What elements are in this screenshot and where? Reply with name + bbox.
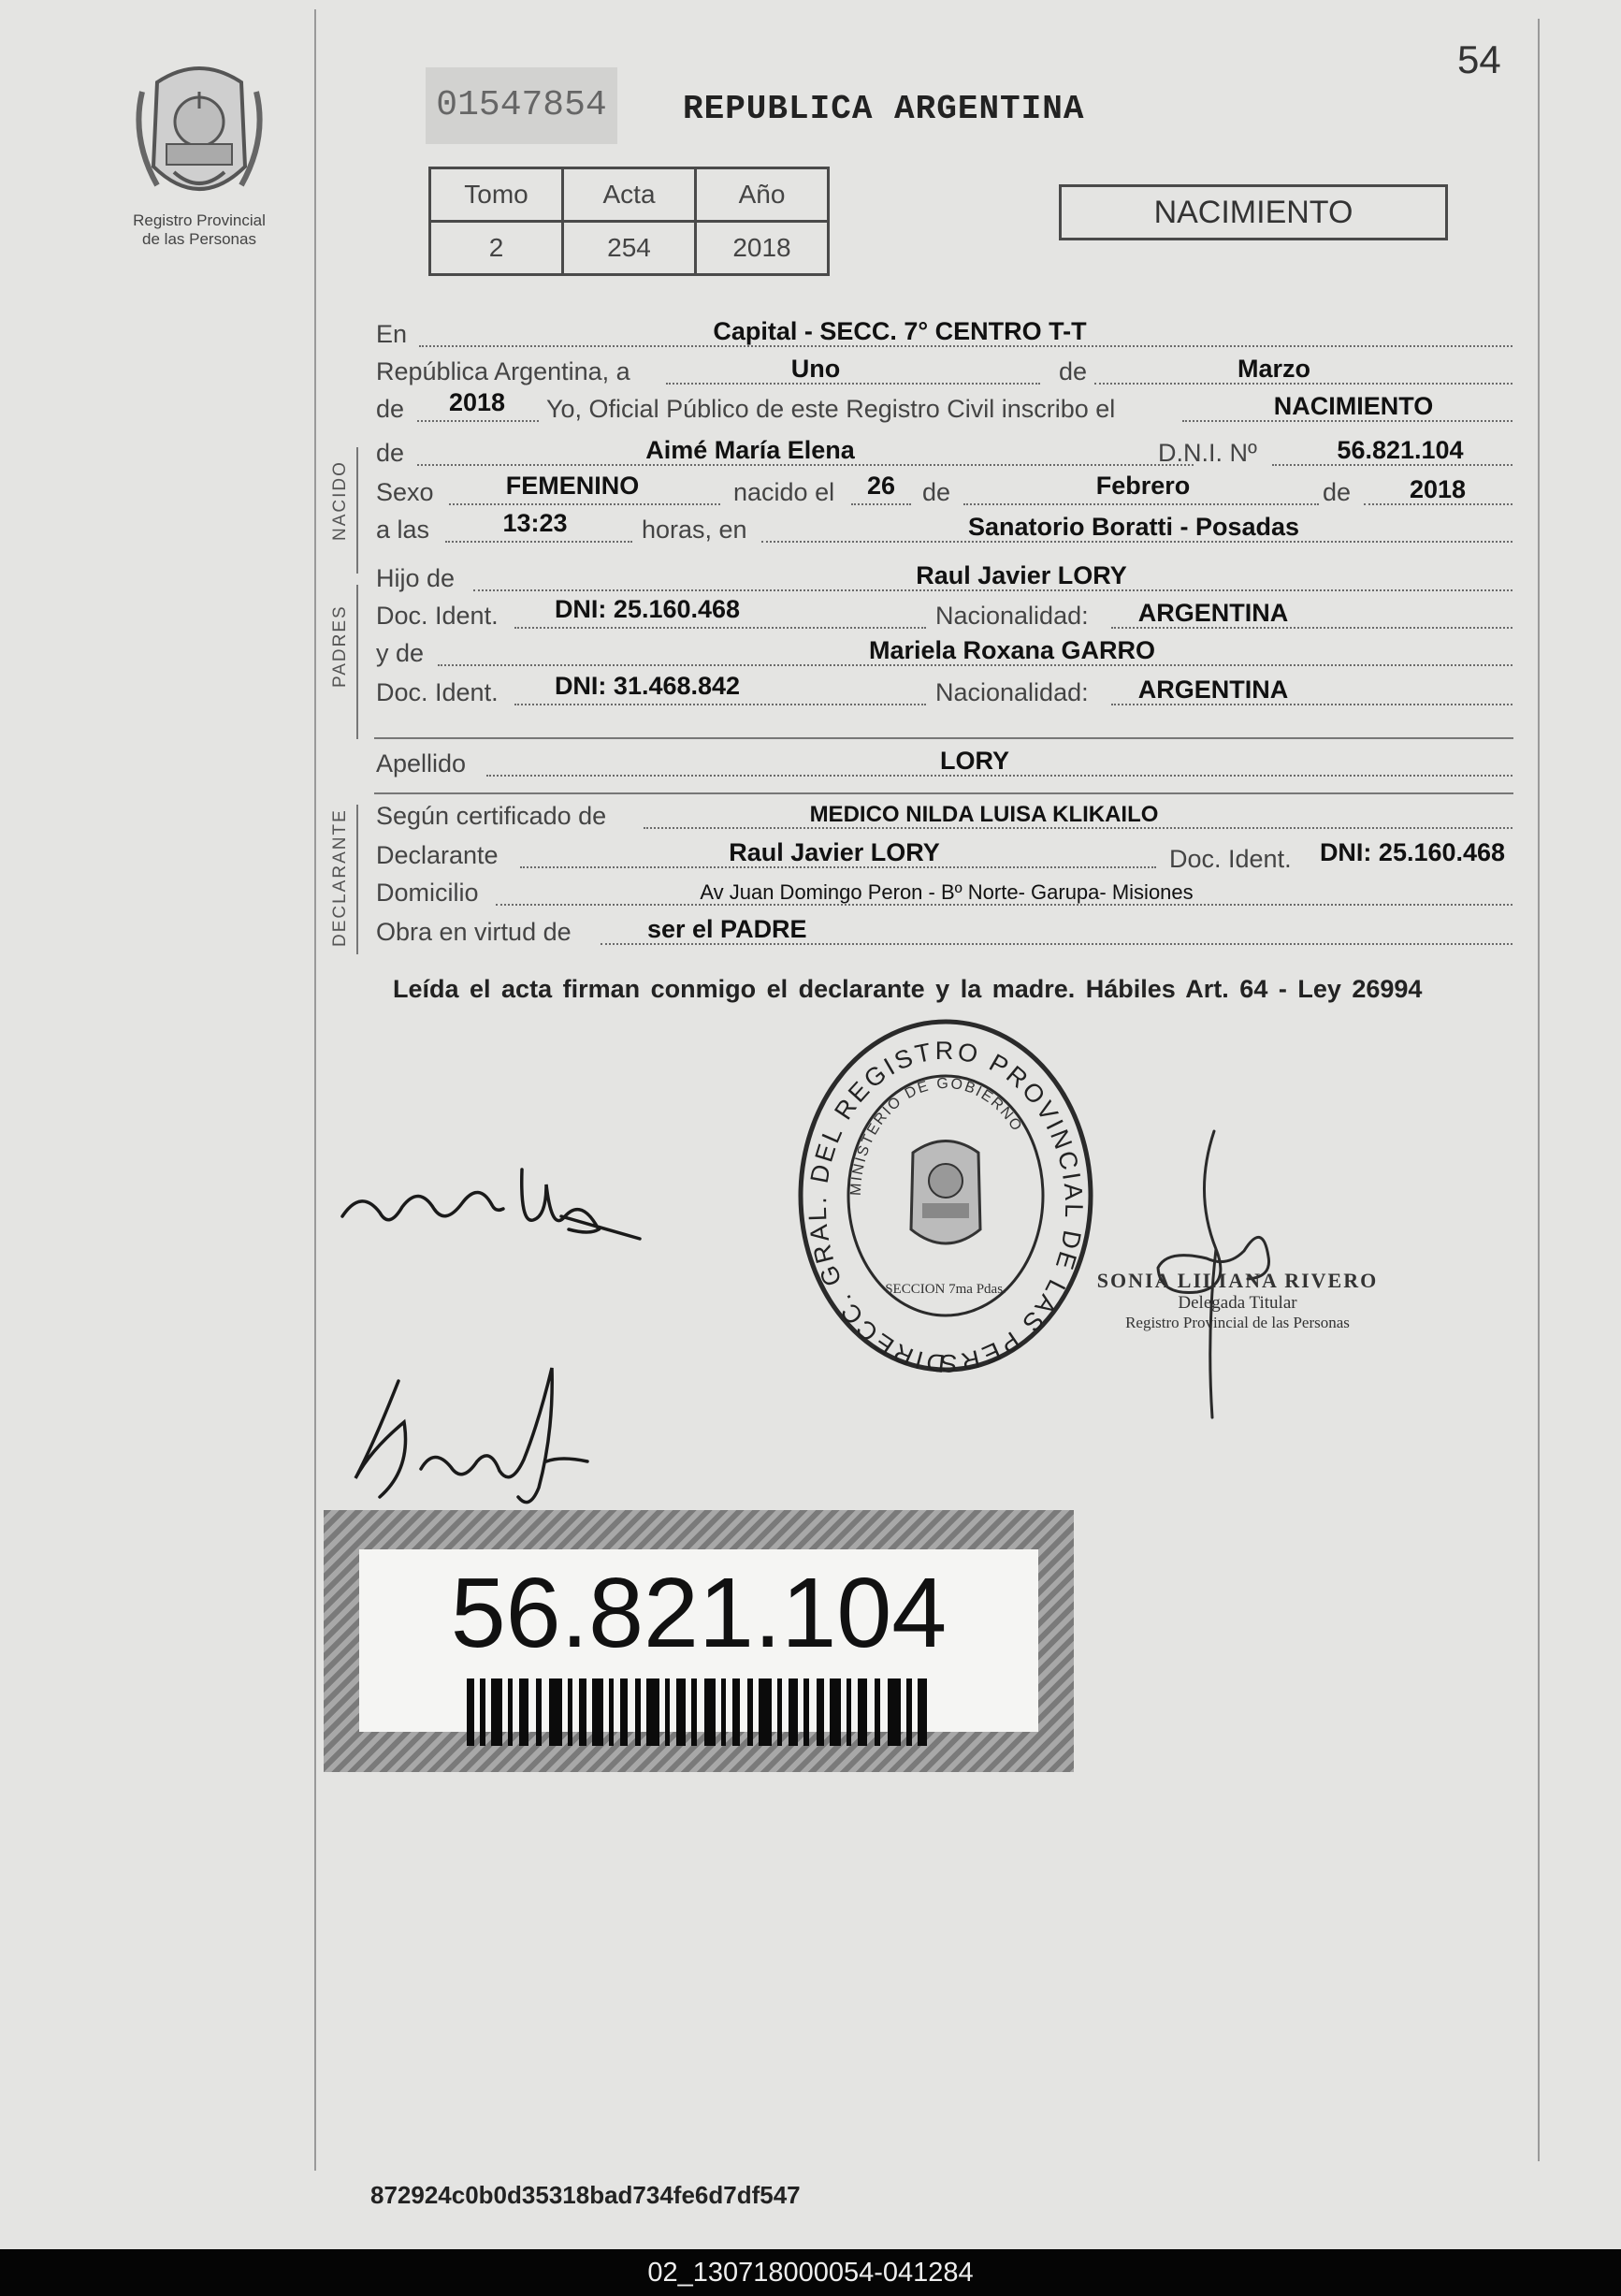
dotted-line	[963, 503, 1319, 505]
official-name: SONIA LILIANA RIVERO	[1096, 1269, 1379, 1292]
dni-number-sticker	[324, 1510, 1074, 1772]
label-doc-ident-2: Doc. Ident.	[376, 678, 499, 706]
label-doc-ident-1: Doc. Ident.	[376, 602, 499, 630]
label-nacionalidad-1: Nacionalidad:	[935, 602, 1089, 630]
row-padre-doc	[376, 595, 1512, 636]
row-lugar	[376, 319, 1512, 355]
value-certificado: MEDICO NILDA LUISA KLIKAILO	[809, 802, 1159, 827]
dotted-line	[514, 704, 926, 705]
value-sexo: FEMENINO	[505, 472, 640, 500]
label-de-anio: de	[1323, 478, 1352, 506]
value-madre: Mariela Roxana GARRO	[868, 636, 1156, 664]
dotted-line	[514, 627, 926, 629]
register-value-row	[430, 222, 829, 275]
row-nombre	[376, 438, 1512, 473]
label-en: En	[376, 320, 408, 348]
value-apellido: LORY	[940, 747, 1009, 775]
label-a-las: a las	[376, 516, 430, 544]
page-number: 54	[1457, 37, 1501, 81]
section-divider-declarante	[356, 805, 358, 954]
dotted-line	[417, 420, 539, 422]
value-anio: 2018	[448, 388, 506, 416]
dotted-line	[851, 503, 911, 505]
row-obra	[376, 917, 1512, 952]
label-hijo-de: Hijo de	[376, 564, 456, 592]
label-de-name: de	[376, 439, 405, 467]
section-separator	[374, 792, 1513, 794]
act-type-box: NACIMIENTO	[1059, 184, 1448, 240]
left-margin-line	[314, 9, 316, 2171]
section-label-padres: PADRES	[330, 604, 350, 688]
register-header-tomo: Tomo	[430, 168, 563, 222]
value-padre: Raul Javier LORY	[916, 561, 1127, 589]
value-declarante-doc: DNI: 25.160.468	[1319, 838, 1506, 866]
value-obra: ser el PADRE	[647, 915, 807, 943]
label-y-de: y de	[376, 639, 425, 667]
value-dia: Uno	[790, 355, 841, 383]
label-apellido: Apellido	[376, 749, 467, 777]
value-lugar-nac: Sanatorio Boratti - Posadas	[967, 513, 1300, 541]
register-header-acta: Acta	[563, 168, 696, 222]
section-label-nacido: NACIDO	[330, 460, 350, 541]
oval-seal-icon	[793, 1012, 1098, 1379]
registry-logo	[110, 54, 288, 269]
label-nacionalidad-2: Nacionalidad:	[935, 678, 1089, 706]
declarant-signature-icon	[337, 1151, 655, 1254]
value-nombre: Aimé María Elena	[645, 436, 855, 464]
label-segun: Según certificado de	[376, 802, 607, 830]
dotted-line	[449, 503, 720, 505]
row-padre	[376, 563, 1512, 599]
value-tipo: NACIMIENTO	[1273, 392, 1434, 420]
register-header-row	[430, 168, 829, 222]
row-fecha	[376, 356, 1512, 392]
value-madre-doc: DNI: 31.468.842	[554, 672, 741, 700]
value-hora: 13:23	[502, 509, 568, 537]
section-label-declarante: DECLARANTE	[330, 808, 350, 947]
label-horas-en: horas, en	[642, 516, 747, 544]
form-serial-number: 01547854	[426, 67, 617, 144]
value-declarante: Raul Javier LORY	[729, 838, 940, 866]
logo-caption-line-2: de las Personas	[142, 230, 256, 248]
row-madre	[376, 638, 1512, 674]
value-lugar: Capital - SECC. 7° CENTRO T-T	[713, 317, 1087, 345]
label-obra: Obra en virtud de	[376, 918, 572, 946]
section-separator	[374, 737, 1513, 739]
row-apellido	[376, 748, 1512, 784]
value-nac-anio: 2018	[1409, 475, 1467, 503]
label-declarante: Declarante	[376, 841, 499, 869]
official-office: Registro Provincial de las Personas	[1125, 1314, 1350, 1331]
label-dni: D.N.I. Nº	[1158, 439, 1257, 467]
logo-caption-line-1: Registro Provincial	[133, 211, 266, 229]
register-value-acta: 254	[563, 222, 696, 275]
label-de-mes: de	[922, 478, 951, 506]
register-value-anio: 2018	[696, 222, 829, 275]
label-de: de	[1059, 357, 1088, 385]
value-mes: Marzo	[1237, 355, 1310, 383]
stamp-section-text: SECCION 7ma Pdas.	[885, 1282, 1006, 1297]
label-sexo: Sexo	[376, 478, 434, 506]
label-oficial: Yo, Oficial Público de este Registro Civil inscribo el	[546, 395, 1116, 423]
row-sexo	[376, 472, 1512, 513]
official-block	[1083, 1269, 1392, 1332]
value-domicilio: Av Juan Domingo Peron - Bº Norte- Garupa- Misiones	[700, 880, 1194, 904]
label-doc-ident-decl: Doc. Ident.	[1169, 845, 1292, 873]
value-madre-nac: ARGENTINA	[1137, 676, 1289, 704]
closing-statement: Leída el acta firman conmigo el declarante y la madre. Hábiles Art. 64 - Ley 26994	[393, 975, 1423, 1003]
mother-signature-icon	[346, 1357, 599, 1520]
section-divider-padres	[356, 585, 358, 739]
label-domicilio: Domicilio	[376, 879, 479, 907]
row-certificado	[376, 801, 1512, 836]
register-table	[428, 167, 830, 276]
value-dni: 56.821.104	[1337, 436, 1464, 464]
file-id-bar: 02_130718000054-041284	[0, 2249, 1621, 2296]
sticker-dni-number: 56.821.104	[450, 1558, 948, 1668]
row-domicilio	[376, 878, 1512, 913]
label-de-year: de	[376, 395, 405, 423]
value-nac-dia: 26	[866, 472, 896, 500]
row-declarante	[376, 840, 1512, 876]
register-value-tomo: 2	[430, 222, 563, 275]
row-madre-doc	[376, 672, 1512, 713]
country-title: REPUBLICA ARGENTINA	[683, 90, 1085, 128]
dotted-line	[445, 541, 632, 543]
provincial-seal-icon	[129, 54, 269, 211]
right-margin-line	[1538, 19, 1540, 2161]
label-republica: República Argentina, a	[376, 357, 630, 385]
label-nacido-el: nacido el	[733, 478, 835, 506]
register-header-anio: Año	[696, 168, 829, 222]
barcode-icon	[467, 1678, 931, 1746]
stamp-outer-text: DIRECC. GRAL. DEL REGISTRO PROVINCIAL DE LAS PERS	[803, 1036, 1089, 1378]
row-hora	[376, 509, 1512, 550]
value-padre-nac: ARGENTINA	[1137, 599, 1289, 627]
value-nac-mes: Febrero	[1095, 472, 1191, 500]
document-hash: 872924c0b0d35318bad734fe6d7df547	[370, 2181, 801, 2209]
official-title: Delegada Titular	[1178, 1293, 1297, 1313]
section-divider-nacido	[356, 447, 358, 574]
sticker-panel	[359, 1549, 1038, 1732]
official-stamp	[793, 1012, 1098, 1384]
row-oficial	[376, 388, 1512, 429]
stamp-crest-icon	[911, 1141, 980, 1244]
value-padre-doc: DNI: 25.160.468	[554, 595, 741, 623]
stamp-inner-text: MINISTERIO DE GOBIERNO	[847, 1075, 1026, 1197]
